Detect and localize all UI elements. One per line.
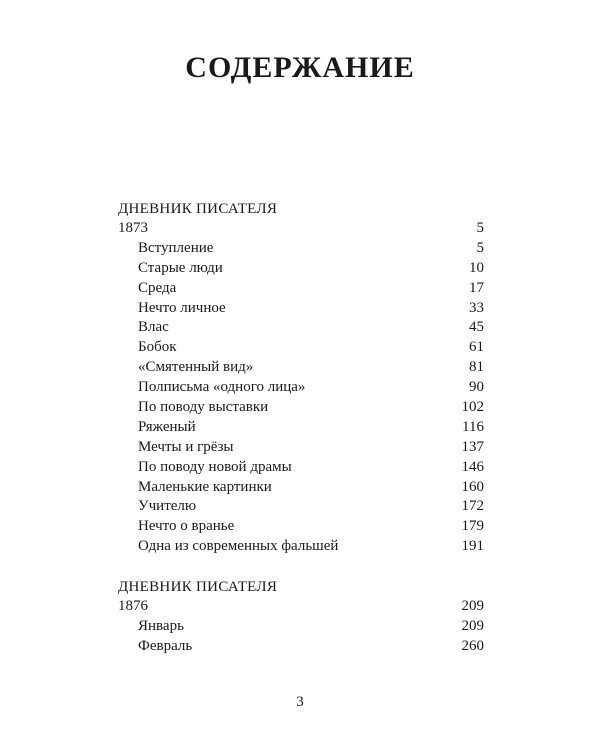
toc-entry-page: 102 [461,399,484,416]
toc-entry-page: 160 [461,478,484,495]
toc-entry [118,537,484,557]
toc-entry [118,418,484,438]
toc-entry-title: По поводу выставки [138,399,269,416]
toc-entry [118,318,484,338]
toc-entry-title: Февраль [138,637,193,654]
toc-section-1876 [118,577,484,657]
toc-entry-page: 137 [461,438,484,455]
toc-entry [118,478,484,498]
toc-year-row [118,597,484,617]
toc-entry-page: 116 [462,418,484,435]
toc-entry [118,637,484,657]
toc-entry [118,259,484,279]
toc-entry-title: «Смятенный вид» [138,359,254,376]
toc-entry [118,378,484,398]
toc-entry-page: 209 [461,617,484,634]
toc-entry-page: 10 [469,259,484,276]
toc-entry [118,517,484,537]
page-title: СОДЕРЖАНИЕ [185,51,415,84]
toc-entry-page: 17 [469,279,484,296]
toc-entry-page: 260 [461,637,484,654]
toc-entry-title: Вступление [138,239,214,256]
toc-entry-title: Маленькие картинки [138,478,272,495]
toc-entry-title: Нечто о вранье [138,518,235,535]
toc-entry-page: 81 [469,359,484,376]
section-heading: ДНЕВНИК ПИСАТЕЛЯ [118,201,278,217]
toc-entry [118,299,484,319]
toc-entry-title: Учителю [138,498,197,515]
toc-entry-page: 191 [461,538,484,555]
toc-entry-title: Среда [138,279,177,296]
toc-entry-title: По поводу новой драмы [138,458,292,475]
toc-entry-title: Одна из современных фальшей [138,538,339,555]
toc-entry-title: Полписьма «одного лица» [138,379,306,396]
toc-entry-title: Ряженый [138,418,196,435]
toc-entry-title: Старые люди [138,259,223,276]
toc-entry-title: Влас [138,319,169,336]
toc-section-1873 [118,199,484,557]
toc-entry [118,358,484,378]
toc-year: 1873 [118,220,148,236]
toc-entry-page: 33 [469,299,484,316]
toc-entry-page: 61 [469,339,484,356]
toc-entry-page: 146 [461,458,484,475]
toc-page: 209 [461,598,484,614]
toc-page: 5 [476,220,484,236]
toc-entry [118,239,484,259]
toc-entry [118,497,484,517]
toc-entry-page: 172 [461,498,484,515]
toc-entry-page: 5 [476,239,484,256]
toc-entry-title: Январь [138,617,184,634]
toc-entry [118,458,484,478]
toc-entry [118,398,484,418]
toc-entry-page: 45 [469,319,484,336]
toc-entry [118,438,484,458]
page-number: 3 [296,694,304,710]
toc-entry [118,617,484,637]
toc-entry-title: Нечто личное [138,299,226,316]
toc-year: 1876 [118,598,148,614]
toc-entry-title: Мечты и грёзы [138,438,234,455]
toc-year-row [118,219,484,239]
toc-entry-page: 179 [461,518,484,535]
toc-entry-page: 90 [469,379,484,396]
toc-entry [118,338,484,358]
toc-entry [118,279,484,299]
section-heading: ДНЕВНИК ПИСАТЕЛЯ [118,579,278,595]
toc-entry-title: Бобок [138,339,177,356]
